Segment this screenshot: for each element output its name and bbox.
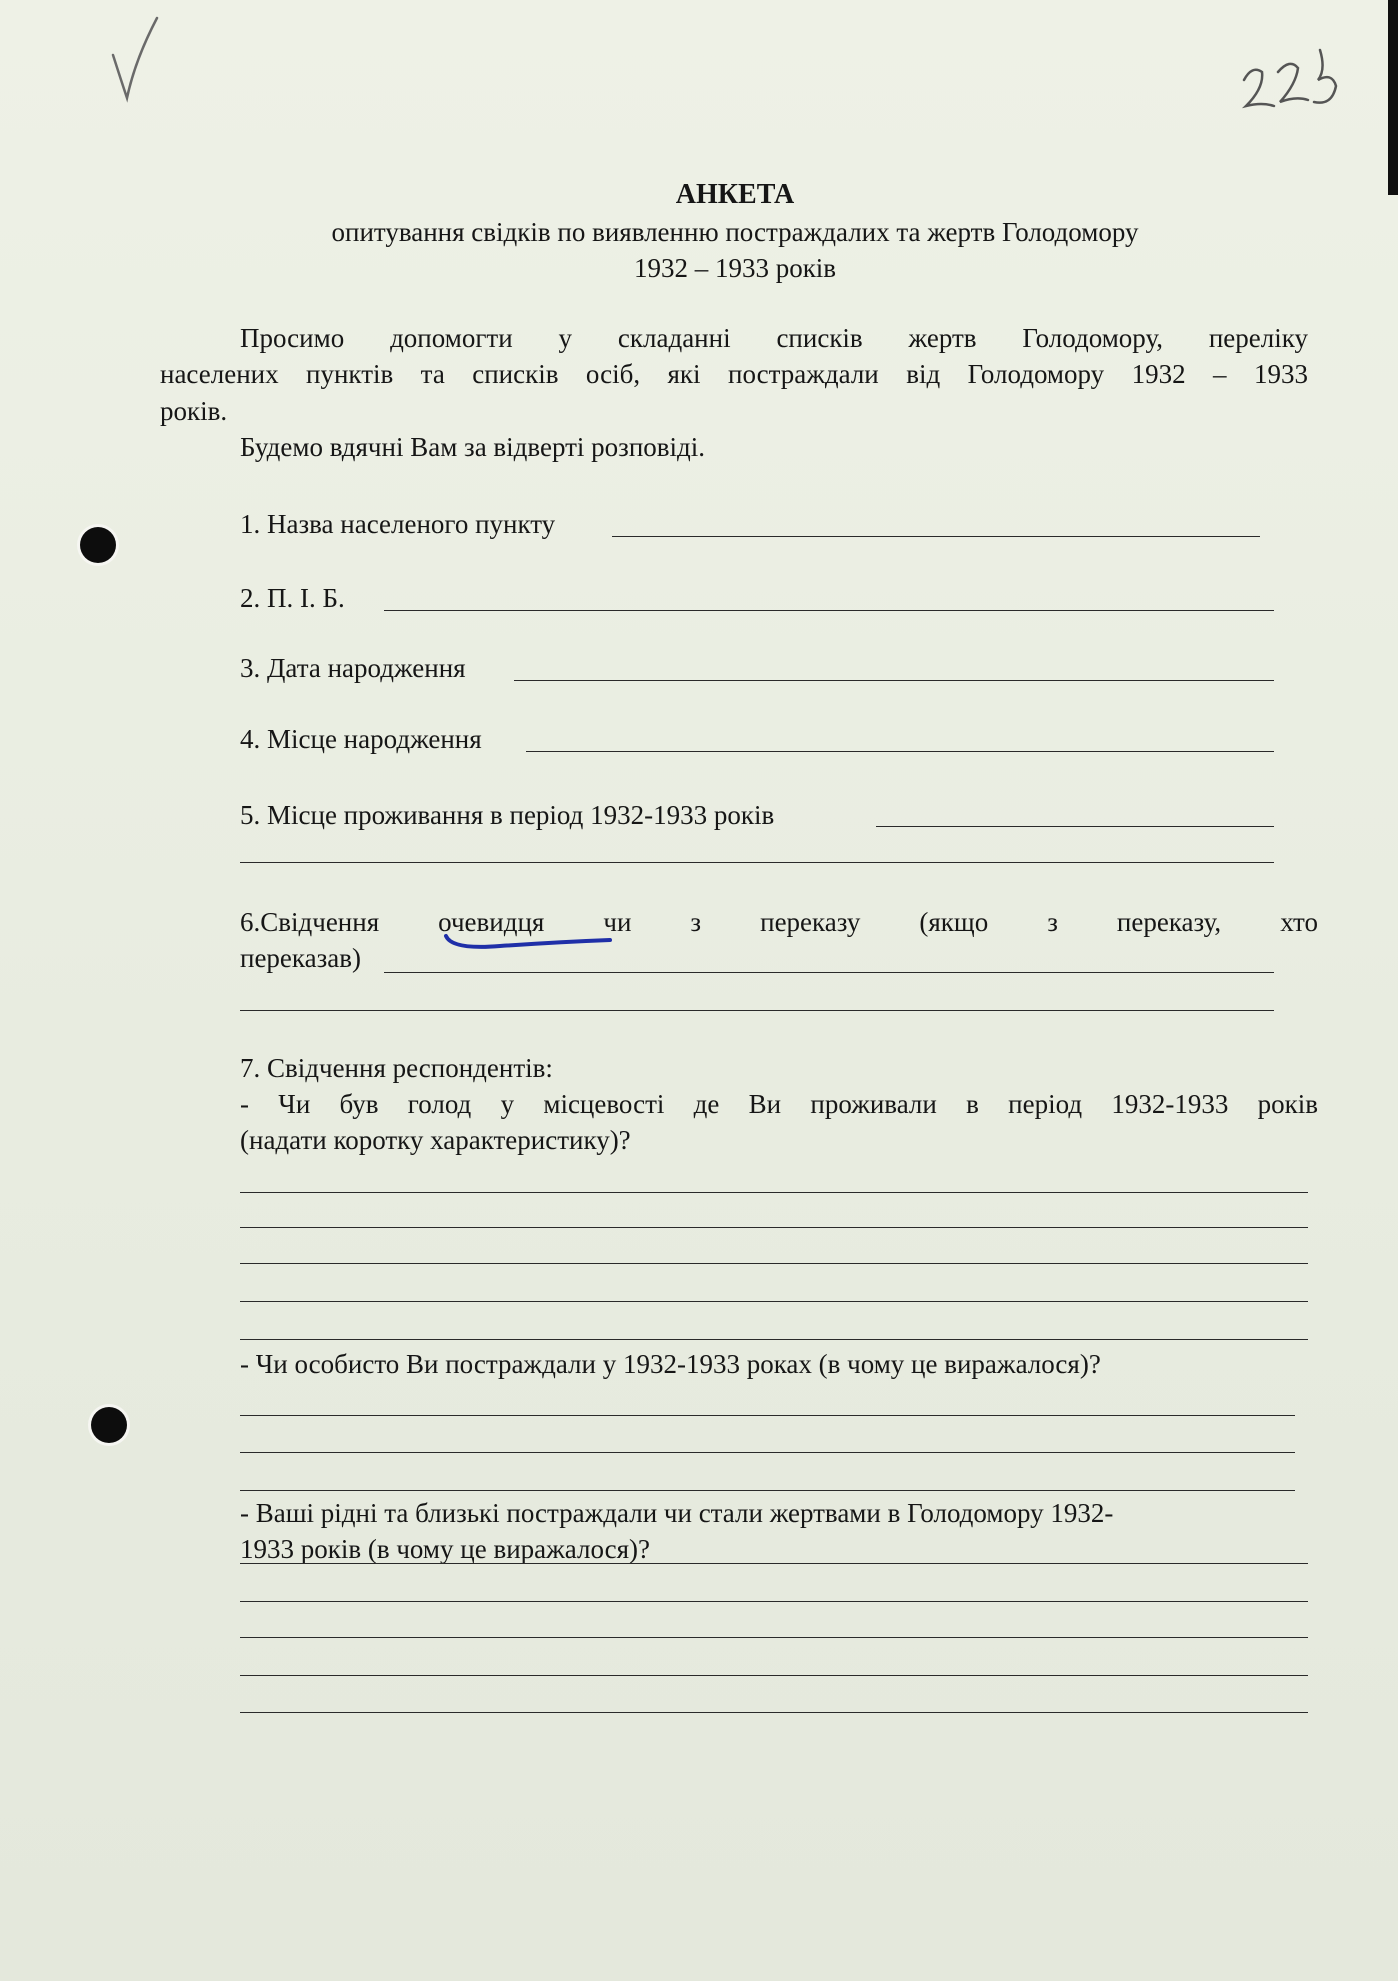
- q2-text: - Чи особисто Ви постраждали у 1932-1933 роках (в чому це виражалося)?: [240, 1349, 1101, 1379]
- q3-answer-line-4: [240, 1675, 1308, 1676]
- section7-heading: 7. Свідчення респондентів:: [240, 1053, 553, 1083]
- q3-line-2: 1933 років (в чому це виражалося)?: [240, 1534, 651, 1564]
- q2-answer-line-1: [240, 1415, 1295, 1416]
- q1-answer-line-5: [240, 1339, 1308, 1340]
- field-name-line: [384, 610, 1274, 611]
- punch-hole-bottom: [91, 1407, 127, 1443]
- field-birth-place-line: [526, 751, 1274, 752]
- q3-answer-line-5: [240, 1712, 1308, 1713]
- q3-answer-line-2: [240, 1601, 1308, 1602]
- form-years: 1932 – 1933 років: [633, 253, 837, 283]
- field-testimony-line: [384, 972, 1274, 973]
- field-birth-date-label: 3. Дата народження: [240, 653, 466, 683]
- field-testimony-label-2: переказав): [240, 943, 361, 973]
- q1-line-2: (надати коротку характеристику)?: [240, 1125, 631, 1155]
- punch-hole-top: [80, 527, 116, 563]
- field-settlement-label: 1. Назва населеного пункту: [240, 509, 556, 539]
- checkmark: [105, 10, 165, 105]
- handwritten-underline-eyewitness: [440, 924, 620, 954]
- intro-line-1: Просимо допомогти у складанні списків жертв Голодомору, переліку: [240, 323, 1308, 353]
- intro-thanks: Будемо вдячні Вам за відверті розповіді.: [240, 432, 706, 462]
- archive-folio-number: [1232, 10, 1352, 120]
- q1-line-1: - Чи був голод у місцевості де Ви проживали в період 1932-1933 років: [240, 1089, 1318, 1119]
- form-subtitle: опитування свідків по виявленню постраждалих та жертв Голодомору: [331, 217, 1139, 247]
- q3-answer-line-1: [240, 1563, 1308, 1564]
- q1-answer-line-2: [240, 1227, 1308, 1228]
- intro-line-2: населених пунктів та списків осіб, які постраждали від Голодомору 1932 – 1933: [160, 359, 1308, 389]
- q2-answer-line-3: [240, 1490, 1295, 1491]
- q1-answer-line-4: [240, 1301, 1308, 1302]
- q1-answer-line-1: [240, 1192, 1308, 1193]
- intro-line-3: років.: [160, 396, 228, 426]
- scan-edge: [1388, 0, 1398, 195]
- q1-answer-line-3: [240, 1263, 1308, 1264]
- field-settlement-line: [612, 536, 1260, 537]
- field-residence-line-2: [240, 862, 1274, 863]
- field-residence-line: [876, 826, 1274, 827]
- field-testimony-label: 6.Свідчення очевидця чи з переказу (якщо з переказу, хто: [240, 907, 1318, 937]
- form-title: АНКЕТА: [675, 179, 795, 210]
- field-residence-label: 5. Місце проживання в період 1932-1933 років: [240, 800, 775, 830]
- field-birth-date-line: [514, 680, 1274, 681]
- q2-answer-line-2: [240, 1452, 1295, 1453]
- field-testimony-line-2: [240, 1010, 1274, 1011]
- q3-line-1: - Ваші рідні та близькі постраждали чи стали жертвами в Голодомору 1932-: [240, 1498, 1114, 1528]
- field-name-label: 2. П. І. Б.: [240, 583, 345, 613]
- field-birth-place-label: 4. Місце народження: [240, 724, 482, 754]
- q3-answer-line-3: [240, 1637, 1308, 1638]
